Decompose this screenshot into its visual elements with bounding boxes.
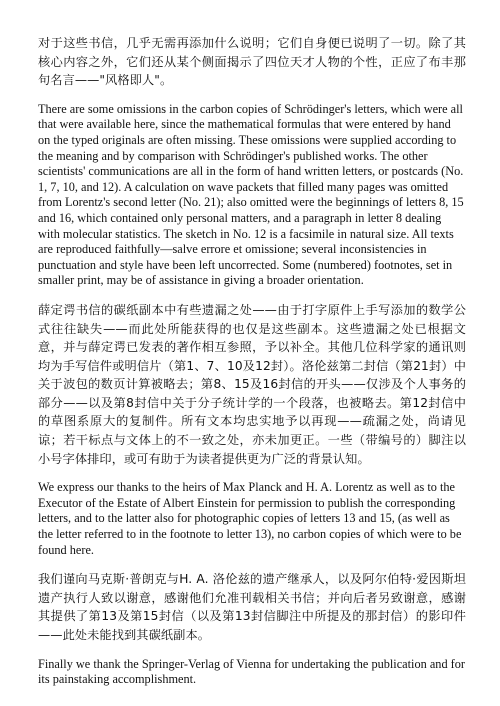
- paragraph-zh-intro: 对于这些书信，几乎无需再添加什么说明；它们自身便已说明了一切。除了其核心内容之外，它们还从某个侧面揭示了四位天才人物的个性，正应了布丰那句名言——"风格即人"。: [38, 36, 466, 88]
- paragraph-zh-thanks-heirs: 我们谨向马克斯·普朗克与H. A. 洛伦兹的遗产继承人，以及阿尔伯特·爱因斯坦遗产执行人致以谢意，感谢他们允准刊载相关书信；并向后者另致谢意，感谢其提供了第13及第15封信（以及第13封信脚注中所提及的那封信）的影印件——此处未能找到其碳纸副本。: [38, 572, 466, 642]
- paragraph-en-thanks-heirs: We express our thanks to the heirs of Max Planck and H. A. Lorentz as well as to the Executor of the Estate of Albert Einstein for permission to publish the corresponding letters, and to the latter also for photographic copies of letters 13 and 15, (as well as the letter referred to in the footnote to letter 13), no carbon copies of which were to be found here.: [38, 480, 462, 557]
- paragraph-zh-omissions: 薛定谔书信的碳纸副本中有些遗漏之处——由于打字原件上手写添加的数学公式往往缺失——而此处所能获得的也仅是这些副本。这些遗漏之处已根据文意，并与薛定谔已发表的著作相互参照，予以补全。其他几位科学家的通讯则均为手写信件或明信片（第1、7、10及12封）。洛伦兹第二封信（第21封）中关于波包的数页计算被略去；第8、15及16封信的开头——仅涉及个人事务的部分——以及第8封信中关于分子统计学的一个段落，也被略去。第12封信中的草图系原大的复制件。所有文本均忠实地予以再现——疏漏之处，尚请见谅；若干标点与文体上的不一致之处，亦未加更正。一些（带编号的）脚注以小号字体排印，或可有助于为读者提供更为广泛的背景认知。: [38, 302, 466, 466]
- document-page: [38, 34, 466, 700]
- paragraph-en-omissions: There are some omissions in the carbon copies of Schrödinger's letters, which were all that were available here, since the mathematical formulas that were entered by hand on the typed originals are often missing. These omissions were supplied according to the meaning and by comparison with Schrödinger's published works. The other scientists' communications are all in the form of hand written letters, or postcards (No. 1, 7, 10, and 12). A calculation on wave packets that filled many pages was omitted from Lorentz's second letter (No. 21); also omitted were the beginnings of letters 8, 15 and 16, which contained only personal matters, and a paragraph in letter 8 dealing with molecular statistics. The sketch in No. 12 is a facsimile in natural size. All texts are reproduced faithfully—salve errore et omissione; several inconsistencies in punctuation and style have been left uncorrected. Some (numbered) footnotes, set in smaller print, may be of assistance in giving a broader orientation.: [38, 101, 464, 288]
- paragraph-en-thanks-publisher: Finally we thank the Springer-Verlag of Vienna for undertaking the publication and for its painstaking accomplishment.: [38, 656, 466, 687]
